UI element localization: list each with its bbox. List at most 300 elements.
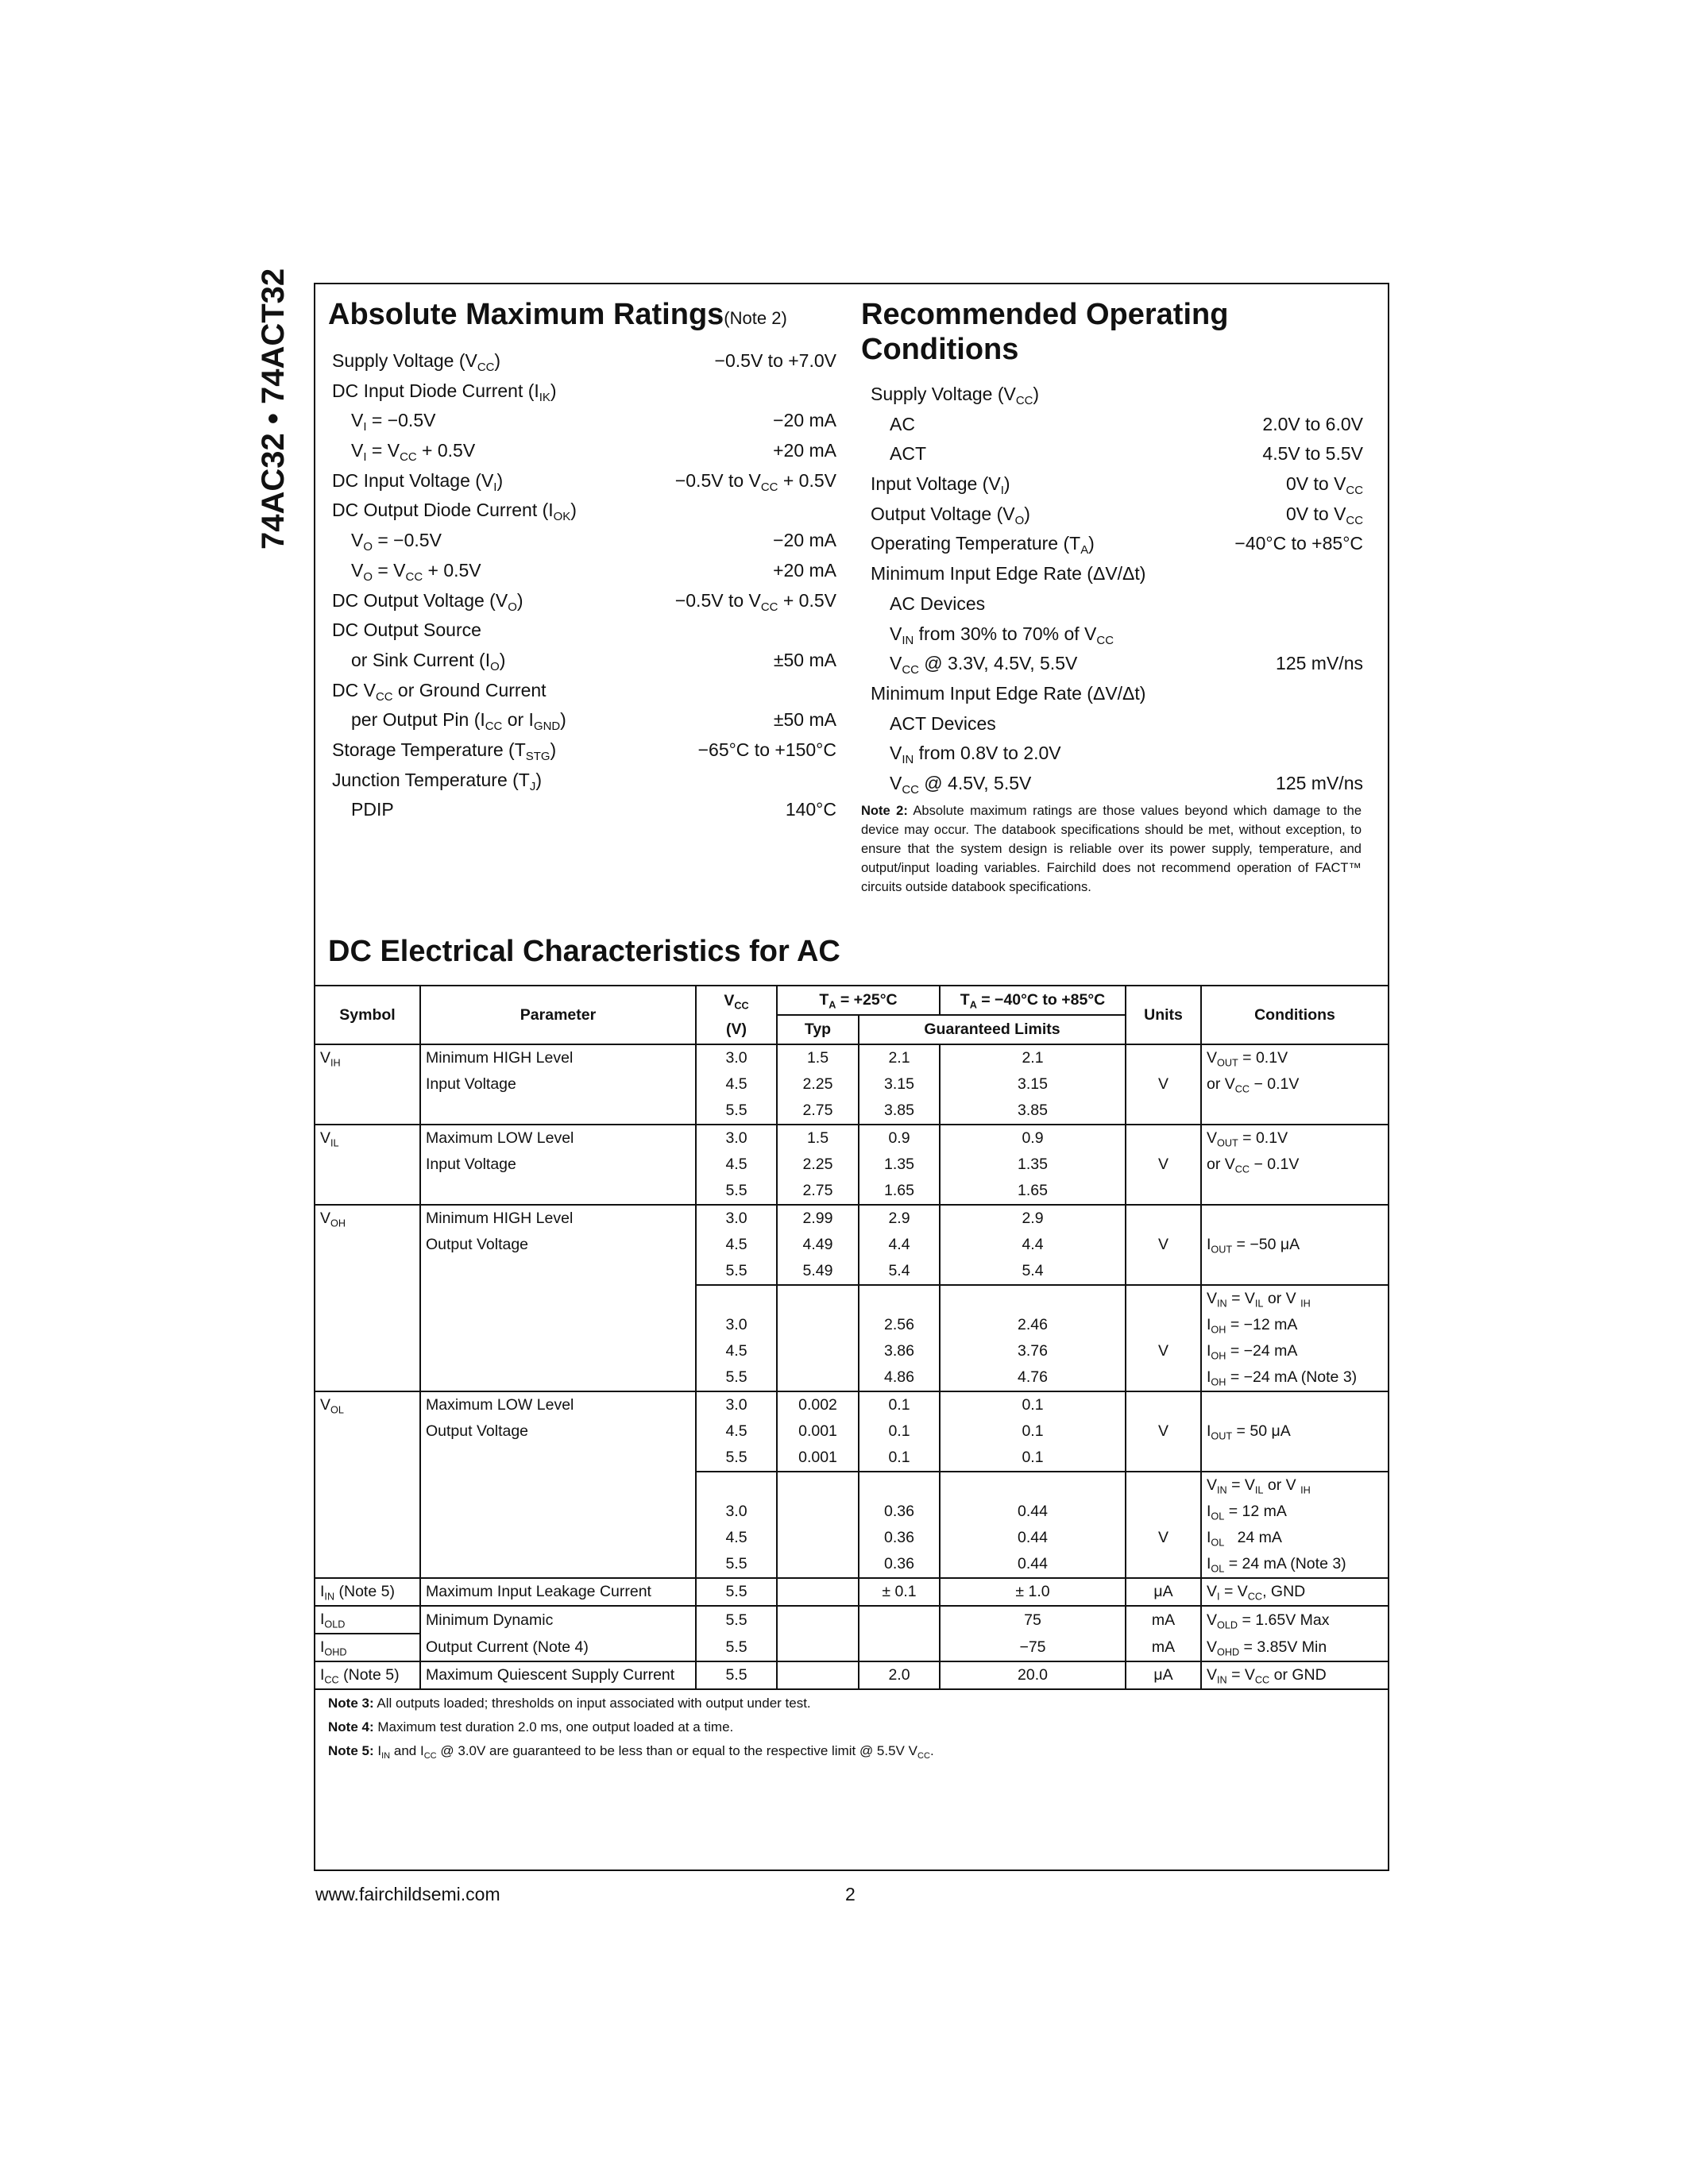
cell-units: mA [1126,1634,1201,1661]
roc-label: ACT Devices [890,712,996,734]
th-parameter: Parameter [420,986,696,1044]
cell-limit-range: 0.44 [940,1499,1126,1525]
cell-parameter: Minimum HIGH Level [420,1205,696,1232]
amr-label: Junction Temperature $(T_J)$ [332,769,542,793]
table-notes [328,1692,934,1763]
cell-typ: 1.5 [777,1044,859,1071]
cell-symbol [315,1445,420,1472]
cell-units [1126,1312,1201,1338]
cell-limit-range: 75 [940,1606,1126,1634]
th-ta-range: $T_A = -40^\circ C$ to +85°C [940,986,1126,1015]
roc-label: Supply Voltage $(V_{CC})$ [871,384,1040,408]
table-row [315,1418,1388,1445]
table-row [315,1551,1388,1578]
cell-typ: 0.001 [777,1418,859,1445]
cell-vcc: 5.5 [696,1258,777,1285]
cell-symbol: $I_{OLD}$ [315,1606,420,1634]
amr-label: Supply Voltage $(V_{CC})$ [332,350,501,375]
amr-value: −0.5V to $V_{CC} + 0.5V$ [674,469,836,494]
amr-label: or Sink Current $(I_O)$ [351,649,506,674]
roc-heading [861,297,1228,367]
amr-row [332,586,836,616]
cell-parameter [420,1551,696,1578]
cell-parameter [420,1285,696,1312]
cell-conditions [1201,1391,1388,1418]
amr-label: DC $V_{CC}$ or Ground Current [332,679,547,704]
cell-typ: 4.49 [777,1232,859,1258]
roc-row [871,709,1363,739]
cell-limit-range: 2.9 [940,1205,1126,1232]
amr-label: per Output Pin ($I_{CC}$ or $I_{GND}$) [351,709,566,734]
footer-page-number: 2 [845,1884,856,1904]
amr-list [332,346,836,825]
table-row [315,1071,1388,1098]
cell-typ [777,1661,859,1689]
cell-parameter [420,1472,696,1499]
table-note: Note 3: All outputs loaded; thresholds on input associated with output under test. [328,1696,811,1711]
cell-parameter: Maximum LOW Level [420,1391,696,1418]
th-symbol: Symbol [315,986,420,1044]
cell-units: V [1126,1338,1201,1364]
cell-limit-25c: ± 0.1 [859,1578,940,1606]
note-2-text: Absolute maximum ratings are those values beyond which damage to the device may occur. The databook specifications should be met, without exception, to ensure that the system design is reliable over its power supply, temperature, and output/input loading variables. Fairchild does not recommend operation of FACT™ circuits outside databook specifications. [861,804,1362,894]
cell-limit-range: 3.76 [940,1338,1126,1364]
amr-value: ±50 mA [773,649,836,670]
cell-typ: 2.99 [777,1205,859,1232]
cell-conditions: $I_{OH} = -12$ mA [1201,1312,1388,1338]
cell-conditions: or $V_{CC} - 0.1V$ [1201,1152,1388,1178]
roc-label: ACT [890,443,926,465]
cell-conditions [1201,1205,1388,1232]
cell-limit-range: 5.4 [940,1258,1126,1285]
amr-label: Storage Temperature $(T_{STG})$ [332,739,557,764]
roc-value: 125 mV/ns [1276,772,1363,793]
amr-row [332,556,836,586]
cell-limit-range: 0.44 [940,1525,1126,1551]
roc-label: AC [890,413,915,434]
cell-conditions [1201,1445,1388,1472]
roc-row [871,410,1363,440]
amr-row [332,466,836,496]
amr-label: $V_I = -0.5V$ [351,410,436,434]
cell-conditions: $V_{OHD} = 3.85V$ Min [1201,1634,1388,1661]
amr-label: DC Input Voltage $(V_I)$ [332,469,504,494]
table-row [315,1391,1388,1418]
cell-symbol [315,1418,420,1445]
cell-conditions: $V_{OUT} = 0.1V$ [1201,1125,1388,1152]
cell-conditions: $I_{OH} = -24$ mA (Note 3) [1201,1364,1388,1391]
amr-row [332,496,836,526]
cell-symbol [315,1364,420,1391]
cell-limit-range: ± 1.0 [940,1578,1126,1606]
amr-row [332,526,836,556]
cell-vcc: 4.5 [696,1232,777,1258]
table-row [315,1634,1388,1661]
roc-row [871,500,1363,530]
cell-units [1126,1472,1201,1499]
cell-symbol [315,1232,420,1258]
cell-conditions: $V_{IN} = V_{IL}$ or V $_{IH}$ [1201,1285,1388,1312]
cell-units: μA [1126,1578,1201,1606]
cell-units [1126,1044,1201,1071]
cell-limit-25c: 2.56 [859,1312,940,1338]
cell-vcc [696,1285,777,1312]
cell-conditions [1201,1258,1388,1285]
cell-symbol [315,1499,420,1525]
cell-units [1126,1391,1201,1418]
table-row [315,1338,1388,1364]
dc-heading: DC Electrical Characteristics for AC [328,935,840,968]
cell-parameter [420,1098,696,1125]
cell-units: V [1126,1525,1201,1551]
roc-row [871,649,1363,679]
cell-units [1126,1445,1201,1472]
amr-value: +20 mA [773,559,836,581]
cell-units [1126,1285,1201,1312]
th-conditions: Conditions [1201,986,1388,1044]
cell-typ [777,1364,859,1391]
cell-typ: 0.001 [777,1445,859,1472]
cell-limit-25c [859,1472,940,1499]
cell-symbol: $V_{IL}$ [315,1125,420,1152]
cell-limit-25c [859,1285,940,1312]
cell-limit-25c: 3.15 [859,1071,940,1098]
roc-label: Output Voltage $(V_O)$ [871,503,1030,527]
cell-parameter [420,1364,696,1391]
cell-vcc: 5.5 [696,1551,777,1578]
cell-limit-25c: 1.35 [859,1152,940,1178]
amr-label: DC Output Diode Current $(I_{OK})$ [332,500,577,524]
cell-typ [777,1634,859,1661]
amr-row [332,735,836,766]
th-units: Units [1126,986,1201,1044]
roc-list [871,380,1363,799]
amr-label: DC Output Voltage $(V_O)$ [332,589,523,614]
amr-value: 140°C [785,799,836,820]
table-note: Note 5: $I_{IN}$ and $I_{CC}$ @ 3.0V are guaranteed to be less than or equal to the respective limit @ 5.5V $V_{CC}$. [328,1743,934,1761]
amr-value: −65°C to +150°C [697,739,836,760]
cell-limit-25c: 2.1 [859,1044,940,1071]
roc-label: Minimum Input Edge Rate (ΔV/Δt) [871,682,1146,704]
cell-vcc: 4.5 [696,1525,777,1551]
roc-label: AC Devices [890,592,986,614]
cell-limit-range: 0.1 [940,1391,1126,1418]
amr-value: −20 mA [773,530,836,551]
amr-label: $V_O = V_{CC} + 0.5V$ [351,559,481,585]
roc-label: Minimum Input Edge Rate (ΔV/Δt) [871,563,1146,585]
roc-label: Operating Temperature $(T_A)$ [871,533,1095,558]
amr-heading [328,297,787,336]
cell-conditions: $I_{OUT} = -50$ μA [1201,1232,1388,1258]
cell-limit-25c: 0.1 [859,1418,940,1445]
roc-row [871,469,1363,500]
table-row [315,1364,1388,1391]
cell-typ: 5.49 [777,1258,859,1285]
cell-parameter: Input Voltage [420,1071,696,1098]
roc-row [871,559,1363,589]
cell-symbol [315,1551,420,1578]
table-row [315,1098,1388,1125]
th-typ: Typ [777,1015,859,1044]
cell-symbol [315,1525,420,1551]
cell-units: V [1126,1418,1201,1445]
roc-label: $V_{CC}$ @ 4.5V, 5.5V [890,772,1032,797]
cell-symbol: $I_{IN}$ (Note 5) [315,1578,420,1606]
cell-parameter [420,1258,696,1285]
cell-symbol [315,1178,420,1205]
roc-row [871,380,1363,410]
amr-label: DC Input Diode Current $(I_{IK})$ [332,380,557,404]
cell-limit-range: 0.9 [940,1125,1126,1152]
cell-limit-range: 2.46 [940,1312,1126,1338]
cell-parameter [420,1178,696,1205]
roc-label: $V_{IN}$ from 30% to 70% of $V_{CC}$ [890,623,1114,647]
roc-value: 0V to $V_{CC}$ [1285,503,1363,527]
cell-parameter [420,1445,696,1472]
amr-value: −20 mA [773,410,836,431]
amr-title: Absolute Maximum Ratings [328,298,724,331]
roc-value: 4.5V to 5.5V [1262,443,1363,465]
cell-vcc: 3.0 [696,1499,777,1525]
table-row [315,1606,1388,1634]
cell-typ [777,1525,859,1551]
cell-limit-25c: 0.1 [859,1391,940,1418]
th-ta25: $T_A = +25^\circ C$ [777,986,940,1015]
table-row [315,1578,1388,1606]
cell-limit-range: 2.1 [940,1044,1126,1071]
cell-parameter: Minimum HIGH Level [420,1044,696,1071]
amr-label: PDIP [351,799,394,820]
cell-units: mA [1126,1606,1201,1634]
roc-label: Input Voltage $(V_I)$ [871,473,1010,498]
cell-units [1126,1178,1201,1205]
amr-row [332,346,836,376]
cell-conditions: $I_{OL}$ 24 mA [1201,1525,1388,1551]
th-vcc: $V_{CC}$ [696,986,777,1015]
cell-typ [777,1472,859,1499]
cell-vcc: 5.5 [696,1445,777,1472]
cell-limit-25c: 0.9 [859,1125,940,1152]
amr-note-ref: (Note 2) [724,308,787,328]
footer-url: www.fairchildsemi.com [315,1884,500,1904]
amr-label: $V_O = -0.5V$ [351,530,442,554]
amr-row [332,766,836,796]
cell-limit-25c: 2.0 [859,1661,940,1689]
cell-conditions [1201,1178,1388,1205]
cell-limit-25c: 4.86 [859,1364,940,1391]
sidebar-part-number: 74AC32 • 74ACT32 [256,268,291,550]
cell-limit-range: 20.0 [940,1661,1126,1689]
cell-typ: 0.002 [777,1391,859,1418]
cell-limit-25c: 2.9 [859,1205,940,1232]
cell-symbol [315,1152,420,1178]
cell-vcc: 3.0 [696,1312,777,1338]
table-row [315,1499,1388,1525]
cell-parameter: Maximum Quiescent Supply Current [420,1661,696,1689]
roc-row [871,589,1363,619]
cell-units: V [1126,1071,1201,1098]
cell-units [1126,1499,1201,1525]
cell-parameter [420,1525,696,1551]
table-row [315,1472,1388,1499]
cell-typ [777,1606,859,1634]
roc-row [871,619,1363,650]
cell-limit-25c: 0.36 [859,1525,940,1551]
cell-vcc: 4.5 [696,1152,777,1178]
cell-units: μA [1126,1661,1201,1689]
cell-parameter: Input Voltage [420,1152,696,1178]
cell-units: V [1126,1152,1201,1178]
roc-row [871,529,1363,559]
amr-value: −0.5V to $V_{CC} + 0.5V$ [674,589,836,614]
amr-label: $V_I = V_{CC} + 0.5V$ [351,440,476,465]
cell-limit-range: 1.65 [940,1178,1126,1205]
cell-units [1126,1125,1201,1152]
roc-label: $V_{CC}$ @ 3.3V, 4.5V, 5.5V [890,653,1078,677]
cell-symbol [315,1338,420,1364]
cell-vcc [696,1472,777,1499]
cell-parameter: Output Voltage [420,1232,696,1258]
cell-vcc: 3.0 [696,1125,777,1152]
cell-typ [777,1312,859,1338]
cell-limit-25c [859,1606,940,1634]
cell-conditions: $I_{OL} = 12$ mA [1201,1499,1388,1525]
cell-conditions: $V_{OUT} = 0.1V$ [1201,1044,1388,1071]
amr-row [332,436,836,466]
cell-limit-range: 3.15 [940,1071,1126,1098]
cell-vcc: 3.0 [696,1391,777,1418]
cell-conditions [1201,1098,1388,1125]
cell-limit-range: 4.4 [940,1232,1126,1258]
cell-limit-25c [859,1634,940,1661]
table-row [315,1125,1388,1152]
cell-vcc: 5.5 [696,1098,777,1125]
amr-row [332,646,836,676]
amr-value: +20 mA [773,440,836,461]
cell-conditions: $I_{OUT} = 50$ μA [1201,1418,1388,1445]
cell-vcc: 5.5 [696,1364,777,1391]
amr-label: DC Output Source [332,619,481,641]
roc-value: 2.0V to 6.0V [1262,413,1363,434]
th-guaranteed-limits: Guaranteed Limits [859,1015,1126,1044]
roc-row [871,679,1363,709]
cell-parameter [420,1338,696,1364]
cell-typ [777,1578,859,1606]
cell-vcc: 5.5 [696,1178,777,1205]
cell-vcc: 5.5 [696,1634,777,1661]
cell-symbol [315,1098,420,1125]
cell-conditions: $I_{OH} = -24$ mA [1201,1338,1388,1364]
cell-conditions: $V_{OLD} = 1.65V$ Max [1201,1606,1388,1634]
cell-limit-25c: 0.36 [859,1499,940,1525]
cell-typ [777,1285,859,1312]
cell-symbol: $I_{CC}$ (Note 5) [315,1661,420,1689]
cell-parameter [420,1312,696,1338]
cell-parameter: Output Voltage [420,1418,696,1445]
roc-title-line1: Recommended Operating [861,298,1229,331]
th-vcc-unit: (V) [696,1015,777,1044]
cell-units [1126,1205,1201,1232]
cell-conditions: $I_{OL} = 24$ mA (Note 3) [1201,1551,1388,1578]
cell-limit-range: 4.76 [940,1364,1126,1391]
cell-units [1126,1364,1201,1391]
cell-limit-range [940,1285,1126,1312]
roc-value: −40°C to +85°C [1234,533,1363,554]
cell-typ: 2.75 [777,1178,859,1205]
cell-limit-range: 1.35 [940,1152,1126,1178]
amr-row [332,795,836,825]
cell-parameter: Maximum Input Leakage Current [420,1578,696,1606]
cell-symbol [315,1258,420,1285]
cell-conditions: $V_{IN} = V_{IL}$ or V $_{IH}$ [1201,1472,1388,1499]
cell-limit-25c: 3.86 [859,1338,940,1364]
table-row [315,1205,1388,1232]
cell-parameter: Output Current (Note 4) [420,1634,696,1661]
cell-limit-range: 0.1 [940,1445,1126,1472]
table-note: Note 4: Maximum test duration 2.0 ms, one output loaded at a time. [328,1719,734,1734]
roc-row [871,739,1363,769]
cell-conditions: $V_I = V_{CC}$, GND [1201,1578,1388,1606]
table-row [315,1258,1388,1285]
cell-vcc: 5.5 [696,1661,777,1689]
cell-vcc: 4.5 [696,1071,777,1098]
cell-conditions: $V_{IN} = V_{CC}$ or GND [1201,1661,1388,1689]
amr-value: ±50 mA [773,709,836,731]
cell-parameter [420,1499,696,1525]
table-row [315,1445,1388,1472]
cell-limit-range: 0.1 [940,1418,1126,1445]
dc-characteristics-table [315,985,1388,1690]
roc-row [871,439,1363,469]
table-row [315,1661,1388,1689]
amr-row [332,615,836,646]
cell-vcc: 5.5 [696,1606,777,1634]
cell-symbol [315,1071,420,1098]
cell-symbol [315,1312,420,1338]
cell-symbol [315,1472,420,1499]
table-row [315,1525,1388,1551]
cell-typ [777,1551,859,1578]
cell-limit-25c: 4.4 [859,1232,940,1258]
dc-table-body [315,1044,1388,1689]
amr-row [332,376,836,407]
cell-units: V [1126,1232,1201,1258]
cell-symbol: $I_{OHD}$ [315,1634,420,1661]
cell-vcc: 5.5 [696,1578,777,1606]
cell-vcc: 4.5 [696,1338,777,1364]
cell-limit-range: 0.44 [940,1551,1126,1578]
cell-typ [777,1499,859,1525]
roc-row [871,769,1363,799]
cell-symbol: $V_{OL}$ [315,1391,420,1418]
cell-typ: 2.75 [777,1098,859,1125]
cell-limit-25c: 3.85 [859,1098,940,1125]
cell-vcc: 3.0 [696,1205,777,1232]
roc-label: $V_{IN}$ from 0.8V to 2.0V [890,743,1061,767]
table-row [315,1152,1388,1178]
cell-symbol: $V_{OH}$ [315,1205,420,1232]
note-2 [861,801,1362,897]
cell-limit-25c: 5.4 [859,1258,940,1285]
cell-units [1126,1098,1201,1125]
table-row [315,1232,1388,1258]
table-row [315,1312,1388,1338]
cell-typ: 2.25 [777,1152,859,1178]
roc-value: 125 mV/ns [1276,653,1363,674]
table-row [315,1178,1388,1205]
cell-parameter: Minimum Dynamic [420,1606,696,1634]
cell-typ [777,1338,859,1364]
